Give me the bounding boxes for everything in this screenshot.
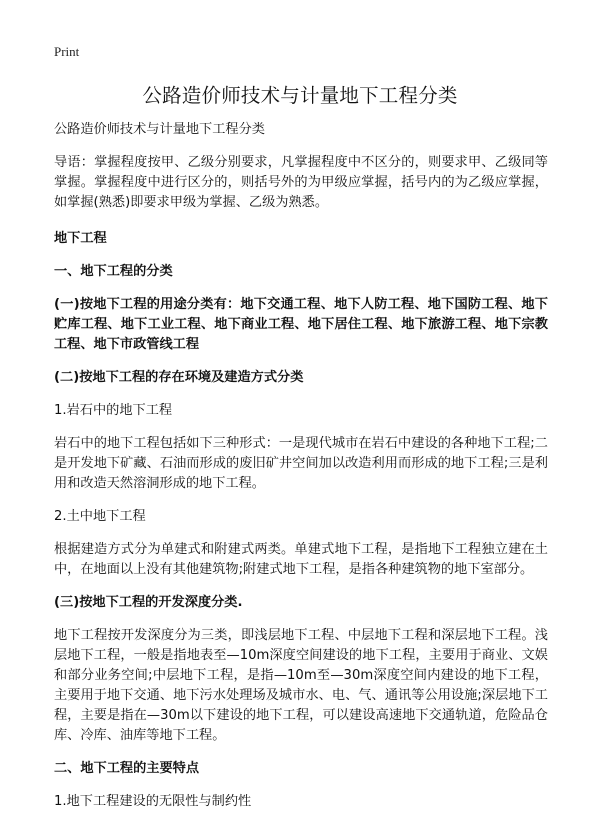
item-features-1: 1.地下工程建设的无限性与制约性 <box>54 794 252 809</box>
heading-classification: 一、地下工程的分类 <box>54 264 173 279</box>
heading-features: 二、地下工程的主要特点 <box>54 761 200 776</box>
page-title: 公路造价师技术与计量地下工程分类 <box>142 84 458 107</box>
subheading-by-depth: (三)按地下工程的开发深度分类. <box>54 595 243 610</box>
item-rock: 1.岩石中的地下工程 <box>54 403 173 418</box>
item-soil: 2.土中地下工程 <box>54 509 146 524</box>
rock-description: 岩石中的地下工程包括如下三种形式：一是现代城市在岩石中建设的各种地下工程;二是开发地下矿藏、石油而形成的废旧矿井空间加以改造利用而形成的地下工程;三是利用和改造天然溶洞形成的地下工程。 <box>54 436 548 491</box>
subheading-by-use: (一)按地下工程的用途分类有：地下交通工程、地下人防工程、地下国防工程、地下贮库工程、地下工业工程、地下商业工程、地下居住工程、地下旅游工程、地下宗教工程、地下市政管线工程 <box>54 297 548 352</box>
intro-paragraph: 导语：掌握程度按甲、乙级分别要求，凡掌握程度中不区分的，则要求甲、乙级同等掌握。掌握程度中进行区分的，则括号外的为甲级应掌握，括号内的为乙级应掌握，如掌握(熟悉)即要求甲级为掌握、乙级为熟悉。 <box>54 155 548 210</box>
section-heading: 地下工程 <box>54 231 107 246</box>
print-label: Print <box>54 44 80 59</box>
subtitle: 公路造价师技术与计量地下工程分类 <box>54 122 265 137</box>
depth-description: 地下工程按开发深度分为三类，即浅层地下工程、中层地下工程和深层地下工程。浅层地下工程，一般是指地表至—10m深度空间建设的地下工程，主要用于商业、文娱和部分业务空间;中层地下工程，是指—10m至—30m深度空间内建设的地下工程，主要用于地下交通、地下污水处理场及城市水、电、气、通讯等公用设施;深层地下工程，主要是指在—30m以下建设的地下工程，可以建设高速地下交通轨道，危险品仓库、冷库、油库等地下工程。 <box>54 628 548 743</box>
subheading-by-environment: (二)按地下工程的存在环境及建造方式分类 <box>54 370 304 385</box>
document-body <box>54 120 548 812</box>
soil-description: 根据建造方式分为单建式和附建式两类。单建式地下工程，是指地下工程独立建在土中，在地面以上没有其他建筑物;附建式地下工程，是指各种建筑物的地下室部分。 <box>54 542 548 577</box>
